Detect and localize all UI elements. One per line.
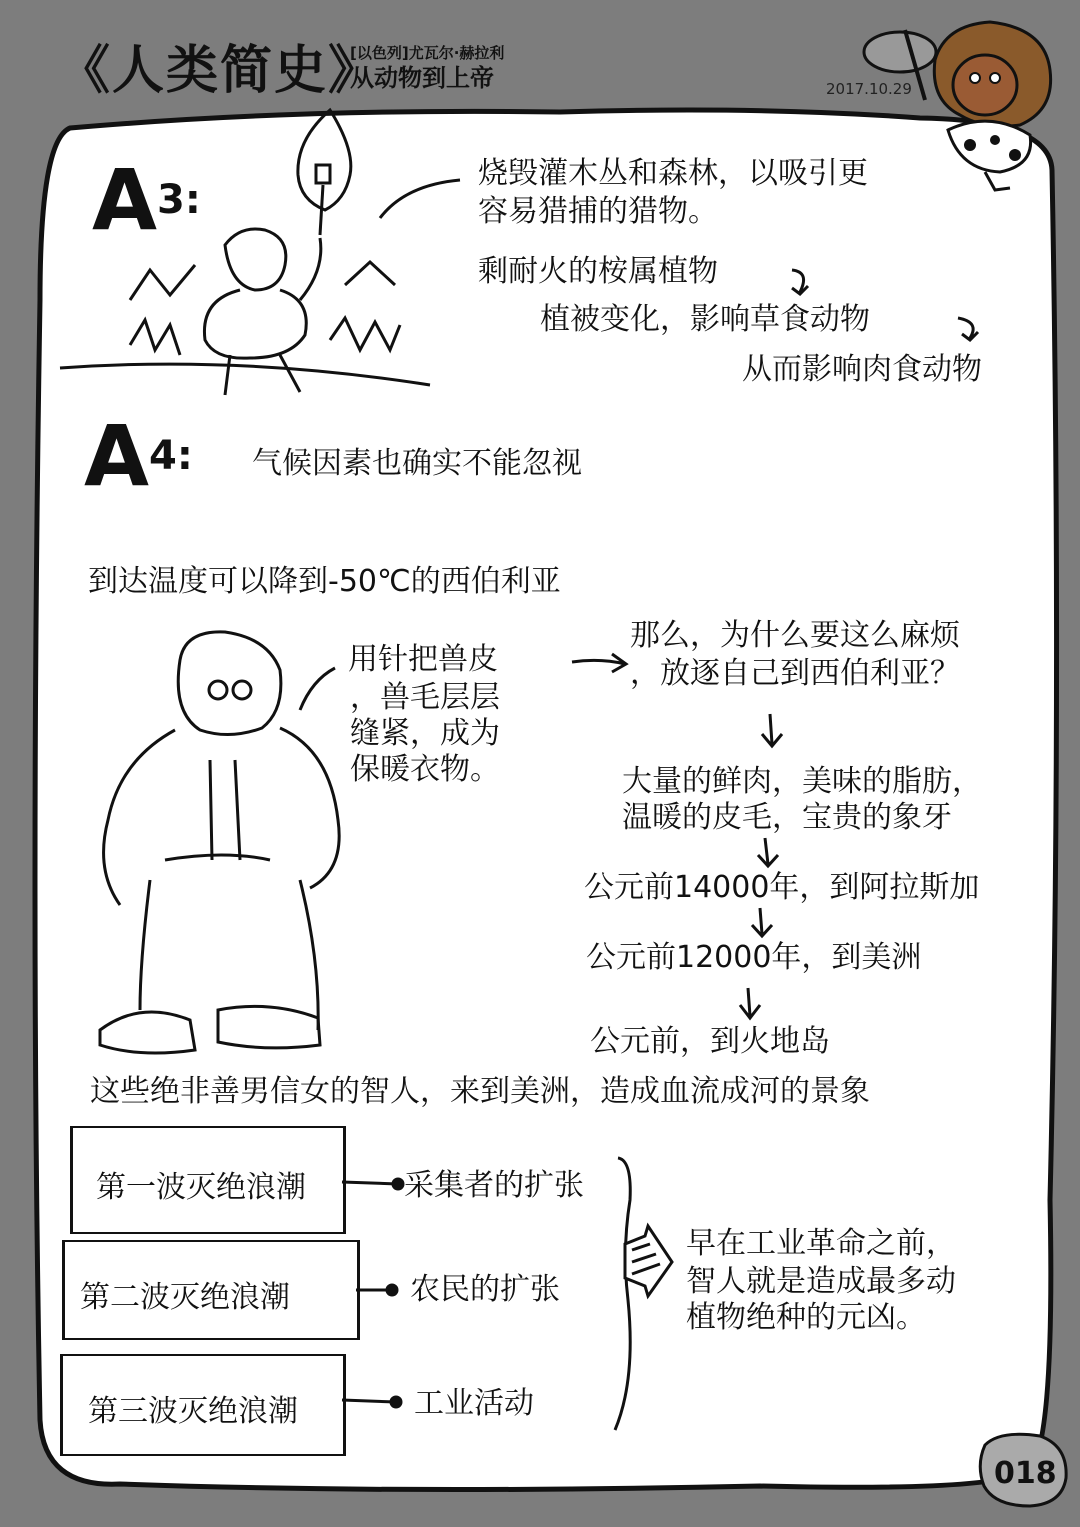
clothing-line-4: 保暖衣物。 — [350, 752, 500, 787]
a3-letter: A — [92, 151, 158, 249]
wave-2-name: 第二波灭绝浪潮 — [80, 1280, 290, 1315]
wave-1-name: 第一波灭绝浪潮 — [96, 1170, 306, 1205]
a3-label — [92, 151, 201, 249]
conclusion-line-3: 植物绝种的元凶。 — [686, 1300, 926, 1335]
a4-letter: A — [84, 407, 150, 505]
book-subtitle: 从动物到上帝 — [350, 64, 494, 92]
clothing-line-1: 用针把兽皮 — [348, 642, 498, 677]
a4-superscript: 4: — [149, 433, 193, 479]
timeline-tierra-del-fuego: 公元前，到火地岛 — [590, 1024, 830, 1059]
page-number: 018 — [994, 1456, 1057, 1491]
wave-1-cause: 采集者的扩张 — [404, 1168, 584, 1203]
siberia-text: 到达温度可以降到-50℃的西伯利亚 — [88, 564, 561, 599]
a3-line-1: 烧毁灌木丛和森林，以吸引更 — [478, 156, 868, 191]
summary-text: 这些绝非善男信女的智人，来到美洲，造成血流成河的景象 — [90, 1074, 870, 1109]
date-label: 2017.10.29 — [826, 80, 912, 98]
clothing-line-2: ，兽毛层层 — [350, 680, 500, 715]
conclusion-line-2: 智人就是造成最多动 — [686, 1264, 956, 1299]
reasons-line-2: 温暖的皮毛，宝贵的象牙 — [622, 800, 952, 835]
a4-label — [84, 407, 193, 505]
question-line-2: ，放逐自己到西伯利亚？ — [630, 656, 960, 691]
wave-3-name: 第三波灭绝浪潮 — [88, 1394, 298, 1429]
conclusion-line-1: 早在工业革命之前， — [686, 1226, 956, 1261]
a3-line-5: 从而影响肉食动物 — [742, 352, 982, 387]
wave-2-cause: 农民的扩张 — [410, 1272, 560, 1307]
question-line-1: 那么，为什么要这么麻烦 — [630, 618, 960, 653]
reasons-line-1: 大量的鲜肉，美味的脂肪， — [622, 764, 982, 799]
author-name: [以色列]尤瓦尔·赫拉利 — [350, 44, 505, 62]
a3-line-2: 容易猎捕的猎物。 — [478, 194, 718, 229]
timeline-america: 公元前12000年，到美洲 — [586, 940, 922, 975]
wave-3-cause: 工业活动 — [414, 1386, 534, 1421]
a4-text: 气候因素也确实不能忽视 — [252, 446, 582, 481]
clothing-line-3: 缝紧，成为 — [350, 716, 500, 751]
a3-superscript: 3: — [157, 177, 201, 223]
a3-line-3: 剩耐火的桉属植物 — [478, 254, 718, 289]
a3-line-4: 植被变化，影响草食动物 — [540, 302, 870, 337]
timeline-alaska: 公元前14000年，到阿拉斯加 — [584, 870, 980, 905]
book-title: 《人类简史》 — [58, 41, 383, 101]
